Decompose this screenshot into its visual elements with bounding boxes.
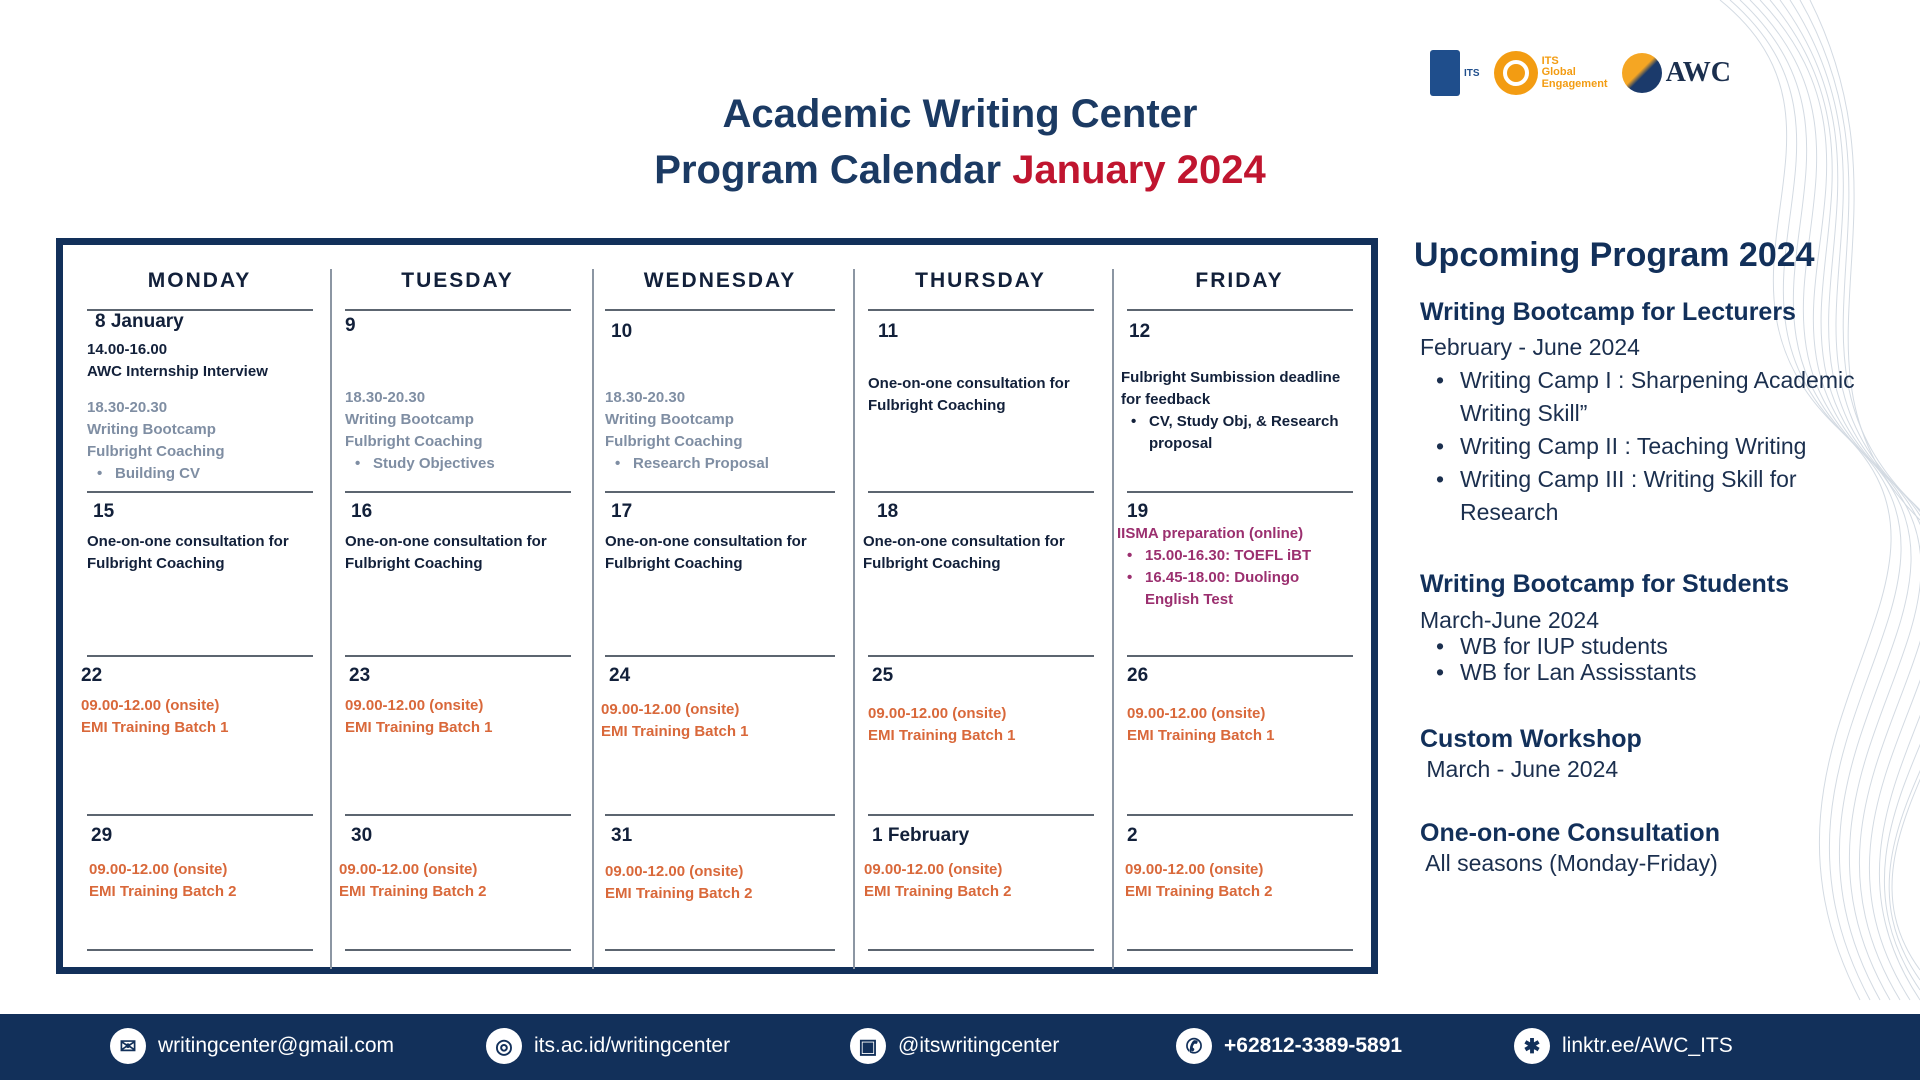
row-divider bbox=[345, 309, 571, 311]
calendar-cell-jan-11 bbox=[868, 321, 1108, 417]
cell-date: 8 January bbox=[95, 311, 184, 332]
event-bullet: • 15.00-16.30: TOEFL iBT bbox=[1117, 545, 1367, 567]
upcoming-title: Upcoming Program 2024 bbox=[1414, 236, 1815, 274]
event-time: 09.00-12.00 (onsite) bbox=[864, 861, 1003, 878]
event-title: One-on-one consultation for bbox=[345, 533, 547, 550]
event-title: Fulbright Coaching bbox=[863, 555, 1001, 572]
cell-date: 15 bbox=[93, 501, 115, 522]
row-divider bbox=[1127, 309, 1353, 311]
column-divider bbox=[1112, 269, 1114, 969]
row-divider bbox=[868, 491, 1094, 493]
event-title: EMI Training Batch 1 bbox=[81, 719, 229, 736]
its-shield-icon bbox=[1430, 50, 1460, 96]
cell-date: 19 bbox=[1127, 501, 1149, 522]
lecturers-period: February - June 2024 bbox=[1420, 334, 1640, 360]
calendar-cell-jan-12 bbox=[1121, 321, 1371, 455]
calendar-cell-jan-29 bbox=[89, 825, 325, 903]
cell-date: 23 bbox=[349, 665, 371, 686]
row-divider bbox=[87, 949, 313, 951]
list-item: • WB for Lan Assisstants bbox=[1420, 659, 1890, 685]
awc-logo-text: AWC bbox=[1665, 57, 1731, 88]
event-time: 09.00-12.00 (onsite) bbox=[339, 861, 478, 878]
event-title: EMI Training Batch 2 bbox=[89, 883, 237, 900]
row-divider bbox=[345, 491, 571, 493]
event-time: 09.00-12.00 (onsite) bbox=[1125, 861, 1264, 878]
its-logo-text: ITS bbox=[1464, 67, 1480, 79]
event-bullet-cont: English Test bbox=[1145, 591, 1234, 608]
row-divider bbox=[605, 655, 835, 657]
cell-date: 2 bbox=[1127, 825, 1138, 846]
global-engagement-logo bbox=[1494, 51, 1608, 95]
mail-icon: ✉ bbox=[110, 1028, 146, 1064]
calendar-cell-feb-2 bbox=[1125, 825, 1361, 903]
global-engagement-text: ITS Global Engagement bbox=[1541, 54, 1608, 90]
page-subtitle: Program Calendar January 2024 bbox=[654, 148, 1266, 192]
lecturers-heading: Writing Bootcamp for Lecturers bbox=[1420, 298, 1796, 326]
lecturers-list bbox=[1420, 364, 1890, 529]
instagram-icon: ▣ bbox=[850, 1028, 886, 1064]
footer-email[interactable] bbox=[110, 1028, 394, 1064]
instagram-link[interactable]: @itswritingcenter bbox=[898, 1034, 1060, 1057]
event-title: Writing Bootcamp bbox=[87, 421, 216, 438]
row-divider bbox=[1127, 949, 1353, 951]
list-item: • Writing Camp II : Teaching Writing bbox=[1420, 430, 1890, 463]
lecturers-bootcamp bbox=[1420, 296, 1890, 529]
calendar-cell-jan-30 bbox=[339, 825, 575, 903]
calendar-grid bbox=[56, 238, 1378, 974]
event-title: Fulbright Coaching bbox=[345, 433, 483, 450]
list-item: • Writing Camp I : Sharpening Academic Writing Skill” bbox=[1420, 364, 1890, 430]
event-bullet: • Building CV bbox=[87, 463, 323, 485]
event-title: Fulbright Coaching bbox=[345, 555, 483, 572]
row-divider bbox=[1127, 814, 1353, 816]
global-engagement-icon bbox=[1494, 51, 1538, 95]
cell-date: 24 bbox=[609, 665, 631, 686]
row-divider bbox=[1127, 655, 1353, 657]
cell-date: 11 bbox=[878, 321, 899, 342]
event-bullet-cont: proposal bbox=[1149, 435, 1213, 452]
one-on-one-consultation bbox=[1420, 818, 1890, 878]
row-divider bbox=[605, 309, 835, 311]
calendar-cell-jan-19 bbox=[1117, 501, 1367, 611]
event-bullet: • Research Proposal bbox=[605, 453, 841, 475]
event-time: 09.00-12.00 (onsite) bbox=[605, 863, 744, 880]
event-bullet: • CV, Study Obj, & Research bbox=[1121, 411, 1371, 433]
awc-swoosh-icon bbox=[1622, 53, 1662, 93]
calendar-cell-jan-18 bbox=[863, 501, 1103, 575]
row-divider bbox=[345, 949, 571, 951]
consult-heading: One-on-one Consultation bbox=[1420, 819, 1720, 847]
event-title: EMI Training Batch 2 bbox=[339, 883, 487, 900]
calendar-cell-jan-16 bbox=[345, 501, 581, 575]
row-divider bbox=[868, 949, 1094, 951]
day-header-thursday: THURSDAY bbox=[915, 269, 1046, 292]
day-header-tuesday: TUESDAY bbox=[401, 269, 514, 292]
cell-date: 18 bbox=[877, 501, 899, 522]
logo-bar bbox=[1430, 50, 1731, 96]
footer-website[interactable] bbox=[486, 1028, 730, 1064]
column-divider bbox=[592, 269, 594, 969]
cell-date: 1 February bbox=[872, 825, 970, 846]
awc-logo bbox=[1622, 53, 1731, 93]
cell-date: 25 bbox=[872, 665, 894, 686]
event-time: 09.00-12.00 (onsite) bbox=[601, 701, 740, 718]
phone-icon: ✆ bbox=[1176, 1028, 1212, 1064]
globe-icon: ◎ bbox=[486, 1028, 522, 1064]
event-title: Fulbright Coaching bbox=[605, 555, 743, 572]
calendar-cell-jan-17 bbox=[605, 501, 845, 575]
event-time: 09.00-12.00 (onsite) bbox=[89, 861, 228, 878]
row-divider bbox=[345, 655, 571, 657]
calendar-cell-jan-25 bbox=[868, 665, 1104, 747]
event-time: 09.00-12.00 (onsite) bbox=[345, 697, 484, 714]
cell-date: 9 bbox=[345, 315, 356, 336]
event-time: 18.30-20.30 bbox=[87, 399, 168, 416]
event-title: for feedback bbox=[1121, 391, 1211, 408]
event-time: 09.00-12.00 (onsite) bbox=[81, 697, 220, 714]
row-divider bbox=[605, 949, 835, 951]
row-divider bbox=[868, 655, 1094, 657]
event-time: 09.00-12.00 (onsite) bbox=[1127, 705, 1266, 722]
event-bullet: • 16.45-18.00: Duolingo bbox=[1117, 567, 1367, 589]
cell-date: 26 bbox=[1127, 665, 1149, 686]
calendar-cell-jan-8 bbox=[87, 311, 323, 485]
its-logo bbox=[1430, 50, 1480, 96]
cell-date: 17 bbox=[611, 501, 633, 522]
day-header-monday: MONDAY bbox=[147, 269, 252, 292]
footer-phone[interactable] bbox=[1176, 1028, 1402, 1064]
day-header-friday: FRIDAY bbox=[1195, 269, 1284, 292]
calendar-cell-feb-1 bbox=[864, 825, 1100, 903]
students-bootcamp bbox=[1420, 568, 1890, 685]
footer-instagram[interactable] bbox=[850, 1028, 1059, 1064]
event-title: EMI Training Batch 1 bbox=[1127, 727, 1275, 744]
custom-period: March - June 2024 bbox=[1420, 756, 1619, 782]
cell-date: 12 bbox=[1129, 321, 1151, 342]
footer-linktree[interactable] bbox=[1514, 1028, 1733, 1064]
event-title: Fulbright Coaching bbox=[87, 555, 225, 572]
row-divider bbox=[1127, 491, 1353, 493]
event-title: AWC Internship Interview bbox=[87, 363, 268, 380]
row-divider bbox=[87, 814, 313, 816]
calendar-cell-jan-15 bbox=[87, 501, 323, 575]
event-time: 09.00-12.00 (onsite) bbox=[868, 705, 1007, 722]
column-divider bbox=[330, 269, 332, 969]
calendar-cell-jan-26 bbox=[1127, 665, 1363, 747]
event-title: Writing Bootcamp bbox=[345, 411, 474, 428]
row-divider bbox=[87, 491, 313, 493]
event-title: IISMA preparation (online) bbox=[1117, 525, 1304, 542]
day-header-wednesday: WEDNESDAY bbox=[643, 269, 797, 292]
event-title: Fulbright Coaching bbox=[87, 443, 225, 460]
linktree-link[interactable]: linktr.ee/AWC_ITS bbox=[1562, 1034, 1733, 1057]
event-title: One-on-one consultation for bbox=[87, 533, 289, 550]
calendar-cell-jan-24 bbox=[601, 665, 837, 743]
event-title: One-on-one consultation for bbox=[868, 375, 1070, 392]
event-title: Fulbright Coaching bbox=[868, 397, 1006, 414]
row-divider bbox=[605, 814, 835, 816]
custom-workshop bbox=[1420, 724, 1890, 784]
event-title: EMI Training Batch 1 bbox=[345, 719, 493, 736]
event-time: 14.00-16.00 bbox=[87, 341, 168, 358]
event-title: EMI Training Batch 2 bbox=[864, 883, 1012, 900]
event-time: 18.30-20.30 bbox=[345, 389, 426, 406]
cell-date: 31 bbox=[611, 825, 633, 846]
phone-link[interactable]: +62812-3389-5891 bbox=[1224, 1034, 1403, 1057]
row-divider bbox=[605, 491, 835, 493]
students-list bbox=[1420, 633, 1890, 685]
calendar-cell-jan-10 bbox=[605, 321, 841, 475]
event-title: Writing Bootcamp bbox=[605, 411, 734, 428]
event-title: One-on-one consultation for bbox=[863, 533, 1065, 550]
calendar-cell-jan-31 bbox=[605, 825, 841, 905]
row-divider bbox=[87, 655, 313, 657]
website-link[interactable]: its.ac.id/writingcenter bbox=[534, 1034, 731, 1057]
row-divider bbox=[868, 814, 1094, 816]
list-item: • Writing Camp III : Writing Skill for Research bbox=[1420, 463, 1890, 529]
cell-date: 16 bbox=[351, 501, 373, 522]
cell-date: 10 bbox=[611, 321, 633, 342]
cell-date: 30 bbox=[351, 825, 373, 846]
event-title: EMI Training Batch 2 bbox=[605, 885, 753, 902]
row-divider bbox=[868, 309, 1094, 311]
calendar-cell-jan-23 bbox=[345, 665, 581, 739]
consult-period: All seasons (Monday-Friday) bbox=[1420, 850, 1718, 876]
list-item: • WB for IUP students bbox=[1420, 633, 1890, 659]
event-title: EMI Training Batch 1 bbox=[601, 723, 749, 740]
cell-date: 22 bbox=[81, 665, 103, 686]
calendar-cell-jan-9 bbox=[345, 315, 581, 475]
linktree-icon: ✱ bbox=[1514, 1028, 1550, 1064]
event-title: EMI Training Batch 2 bbox=[1125, 883, 1273, 900]
page-title: Academic Writing Center bbox=[722, 92, 1198, 136]
event-title: Fulbright Coaching bbox=[605, 433, 743, 450]
event-bullet: • Study Objectives bbox=[345, 453, 581, 475]
custom-heading: Custom Workshop bbox=[1420, 725, 1642, 753]
email-link[interactable]: writingcenter@gmail.com bbox=[158, 1034, 395, 1057]
event-title: Fulbright Sumbission deadline bbox=[1121, 369, 1341, 386]
row-divider bbox=[345, 814, 571, 816]
event-time: 18.30-20.30 bbox=[605, 389, 686, 406]
event-title: EMI Training Batch 1 bbox=[868, 727, 1016, 744]
subtitle-month: January 2024 bbox=[1012, 148, 1266, 192]
calendar-cell-jan-22 bbox=[81, 665, 317, 739]
event-title: One-on-one consultation for bbox=[605, 533, 807, 550]
column-divider bbox=[853, 269, 855, 969]
cell-date: 29 bbox=[91, 825, 113, 846]
students-heading: Writing Bootcamp for Students bbox=[1420, 570, 1789, 598]
footer-bar bbox=[0, 1014, 1920, 1080]
students-period: March-June 2024 bbox=[1420, 607, 1599, 633]
